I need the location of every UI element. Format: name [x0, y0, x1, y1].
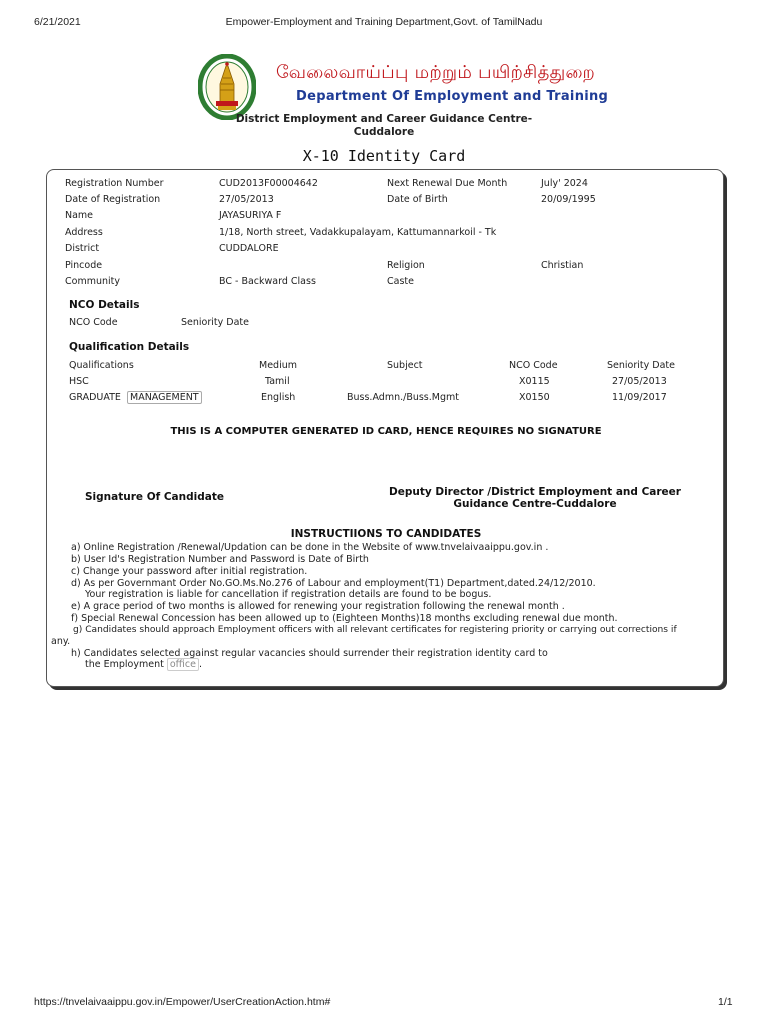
label-next-renewal: Next Renewal Due Month	[387, 178, 508, 189]
label-religion: Religion	[387, 260, 425, 271]
instruction-d1: d) As per Governmant Order No.GO.Ms.No.276 of Labour and employment(T1) Department,dated.24/12/2010.	[71, 578, 596, 589]
card-title: X-10 Identity Card	[302, 147, 466, 165]
qual-name: GRADUATE	[69, 392, 121, 403]
deputy-line1: Deputy Director /District Employment and Career	[389, 486, 681, 498]
value-community: BC - Backward Class	[219, 276, 316, 287]
instruction-g2: any.	[51, 636, 71, 647]
label-date-of-registration: Date of Registration	[65, 194, 161, 205]
centre-name-line1: District Employment and Career Guidance Centre-	[235, 113, 533, 125]
instructions-heading: INSTRUCTIIONS TO CANDIDATES	[290, 528, 482, 540]
qual-seniority: 11/09/2017	[612, 392, 667, 403]
value-registration-number: CUD2013F00004642	[219, 178, 318, 189]
label-name: Name	[65, 210, 94, 221]
instruction-f: f) Special Renewal Concession has been allowed up to (Eighteen Months)18 months excluding renewal due month.	[71, 613, 618, 624]
print-date: 6/21/2021	[34, 16, 81, 28]
value-next-renewal: July' 2024	[541, 178, 588, 189]
qual-seniority: 27/05/2013	[612, 376, 667, 387]
instruction-h2-end: .	[198, 659, 202, 670]
instruction-b: b) User Id's Registration Number and Password is Date of Birth	[71, 554, 369, 565]
value-religion: Christian	[541, 260, 584, 271]
instruction-h2	[85, 659, 202, 670]
centre-name-line2: Cuddalore	[353, 126, 415, 138]
qual-header-qualifications: Qualifications	[69, 360, 134, 371]
qual-medium: English	[261, 392, 296, 403]
value-address: 1/18, North street, Vadakkupalayam, Kattumannarkoil - Tk	[219, 227, 497, 238]
deputy-director-signature	[365, 486, 705, 510]
qual-header-seniority: Seniority Date	[607, 360, 675, 371]
label-district: District	[65, 243, 100, 254]
candidate-signature-label: Signature Of Candidate	[85, 491, 224, 503]
qual-nco-code: X0150	[519, 392, 550, 403]
deputy-line2: Guidance Centre-Cuddalore	[453, 498, 617, 510]
label-address: Address	[65, 227, 103, 238]
value-date-of-birth: 20/09/1995	[541, 194, 596, 205]
nco-seniority-header: Seniority Date	[181, 317, 249, 328]
nco-details-heading: NCO Details	[69, 299, 140, 311]
value-date-of-registration: 27/05/2013	[219, 194, 274, 205]
tamil-department-title: வேலைவாய்ப்பு மற்றும் பயிற்சித்துறை	[276, 62, 596, 83]
label-caste: Caste	[387, 276, 414, 287]
computer-generated-notice: THIS IS A COMPUTER GENERATED ID CARD, HENCE REQUIRES NO SIGNATURE	[170, 426, 602, 437]
value-name: JAYASURIYA F	[219, 210, 282, 221]
office-tag: office	[167, 658, 199, 671]
qual-name: HSC	[69, 376, 89, 387]
label-registration-number: Registration Number	[65, 178, 164, 189]
qual-header-subject: Subject	[387, 360, 423, 371]
nco-code-header: NCO Code	[69, 317, 118, 328]
department-title: Department Of Employment and Training	[296, 89, 609, 104]
qual-header-nco-code: NCO Code	[509, 360, 558, 371]
qual-header-medium: Medium	[259, 360, 297, 371]
instruction-h2-text: the Employment	[85, 659, 164, 670]
qual-tag-management: MANAGEMENT	[127, 391, 202, 404]
label-community: Community	[65, 276, 120, 287]
identity-card	[46, 169, 724, 687]
tamilnadu-emblem-icon	[198, 54, 256, 120]
instruction-d2: Your registration is liable for cancellation if registration details are found to be bogus.	[85, 589, 492, 600]
qual-subject: Buss.Admn./Buss.Mgmt	[347, 392, 459, 403]
value-district: CUDDALORE	[219, 243, 279, 254]
label-pincode: Pincode	[65, 260, 103, 271]
print-page-url: https://tnvelaivaaippu.gov.in/Empower/UserCreationAction.htm#	[34, 996, 331, 1008]
print-page-title: Empower-Employment and Training Department,Govt. of TamilNadu	[225, 16, 543, 28]
label-date-of-birth: Date of Birth	[387, 194, 448, 205]
instruction-g1: g) Candidates should approach Employment officers with all relevant certificates for registering priority or carrying out corrections if	[73, 625, 677, 635]
instruction-e: e) A grace period of two months is allowed for renewing your registration following the renewal month .	[71, 601, 565, 612]
qual-nco-code: X0115	[519, 376, 550, 387]
qualification-details-heading: Qualification Details	[69, 341, 190, 353]
print-page-number: 1/1	[718, 996, 733, 1008]
instruction-a: a) Online Registration /Renewal/Updation can be done in the Website of www.tnvelaivaaippu.gov.in .	[71, 542, 549, 553]
instruction-h1: h) Candidates selected against regular vacancies should surrender their registration identity card to	[71, 648, 548, 659]
instruction-c: c) Change your password after initial registration.	[71, 566, 308, 577]
qual-medium: Tamil	[265, 376, 290, 387]
